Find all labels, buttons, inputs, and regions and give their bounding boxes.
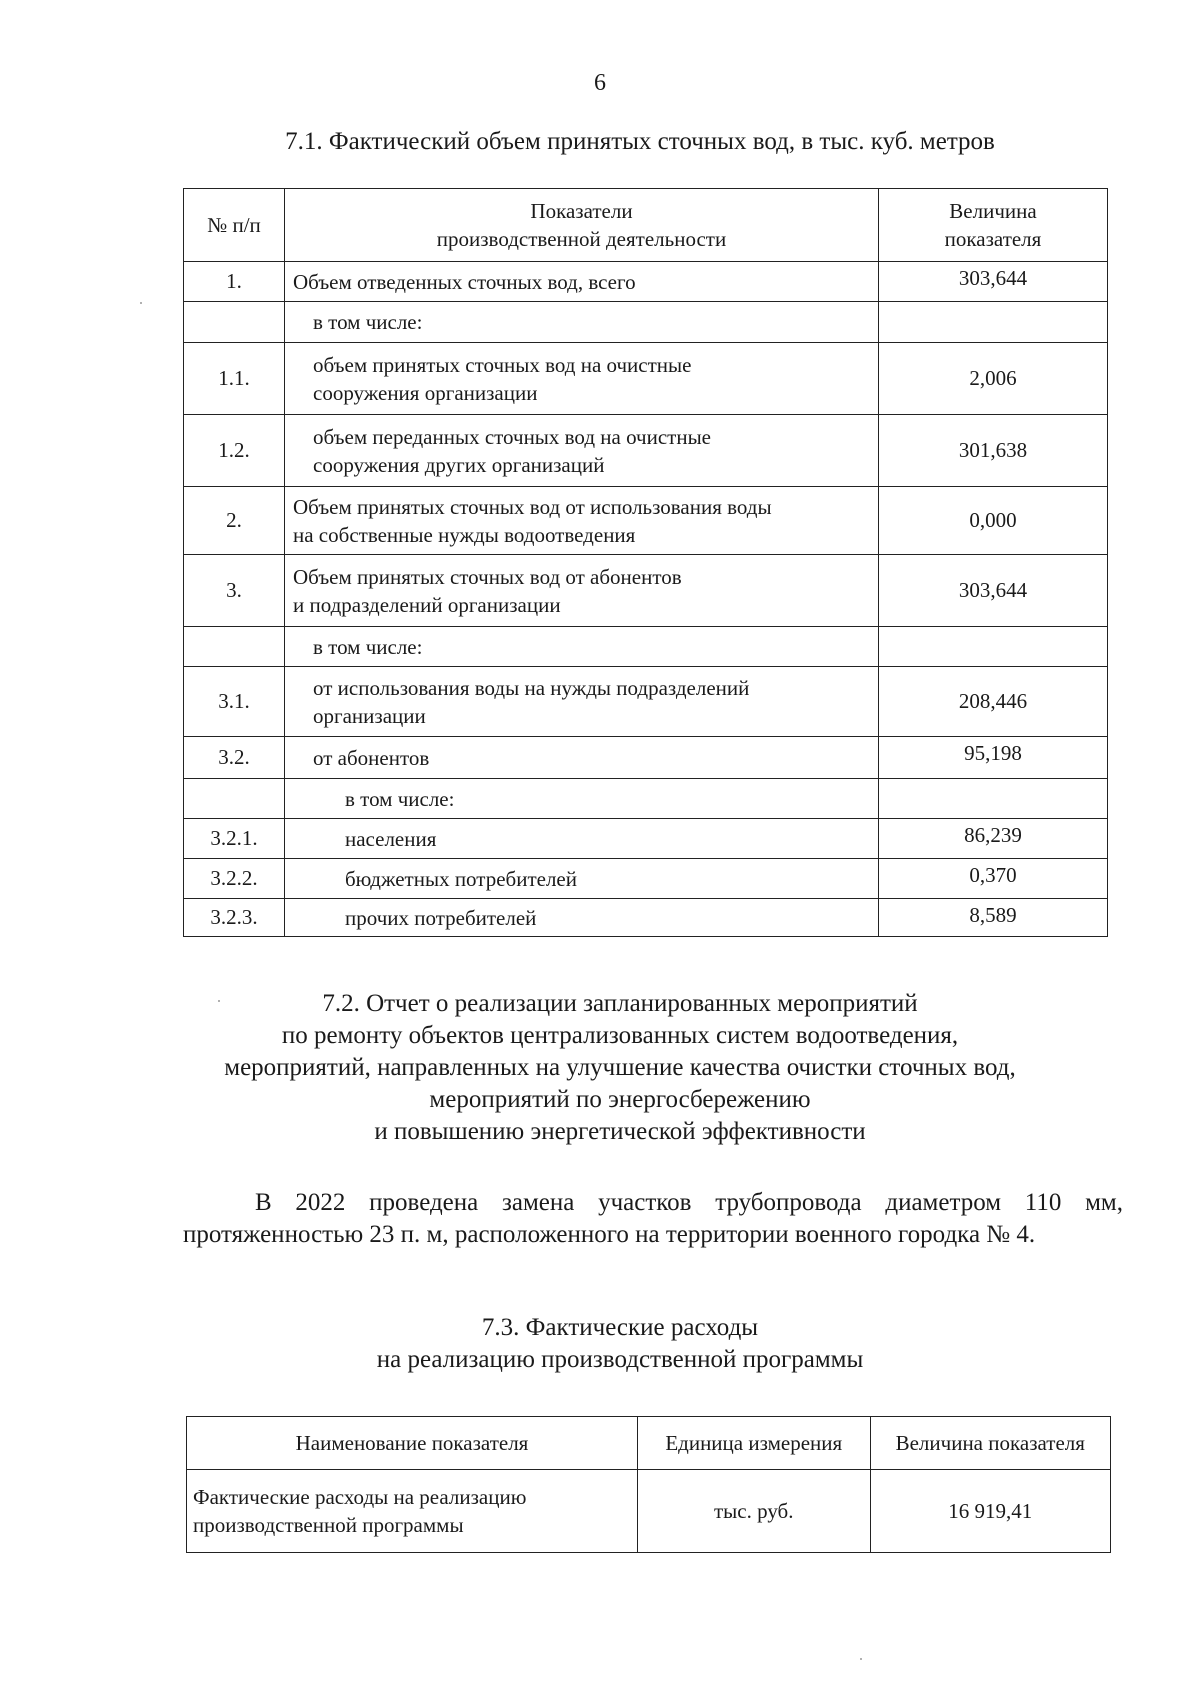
table-header-row — [187, 1417, 1111, 1470]
section-7-2-title-line: мероприятий по энергосбережению — [429, 1086, 811, 1113]
row-num: 3. — [184, 555, 285, 627]
row-name-line1: объем принятых сточных вод на очистные — [313, 352, 692, 377]
page-number: 6 — [594, 70, 606, 96]
row-value: 0,000 — [879, 487, 1108, 555]
row-name: бюджетных потребителей — [285, 859, 879, 899]
row-name — [285, 343, 879, 415]
table-row — [184, 415, 1108, 487]
table-row — [184, 487, 1108, 555]
row-value: 301,638 — [879, 415, 1108, 487]
row-num: 3.1. — [184, 667, 285, 737]
table-row — [184, 779, 1108, 819]
row-name-line2: производственной программы — [193, 1513, 464, 1537]
row-name-line1: Объем принятых сточных вод от использования воды — [293, 494, 772, 519]
scan-artifact — [218, 1000, 220, 1002]
section-7-2-title-line: по ремонту объектов централизованных систем водоотведения, — [281, 1022, 959, 1049]
table-row — [184, 302, 1108, 343]
expenses-table — [186, 1416, 1111, 1553]
header-indicator-name: Наименование показателя — [187, 1417, 638, 1470]
scan-artifact — [860, 1658, 862, 1660]
row-name-line2: организации — [313, 703, 426, 728]
header-value: Величина показателя — [870, 1417, 1110, 1470]
row-name: населения — [285, 819, 879, 859]
row-value: 86,239 — [879, 819, 1108, 859]
header-value — [879, 189, 1108, 262]
row-num: 3.2.3. — [184, 899, 285, 937]
section-7-2-paragraph: В 2022 проведена замена участков трубопровода диаметром 110 мм, протяженностью 23 п. м, расположенного на территории военного городка № 4. — [183, 1189, 1123, 1248]
row-name: в том числе: — [285, 627, 879, 667]
row-num: 2. — [184, 487, 285, 555]
section-7-3-title — [150, 1312, 1090, 1376]
row-value — [879, 302, 1108, 343]
section-7-3-title-line: 7.3. Фактические расходы — [481, 1314, 759, 1341]
row-num: 1. — [184, 262, 285, 302]
header-indicator — [285, 189, 879, 262]
row-value: 2,006 — [879, 343, 1108, 415]
header-value-line1: Величина — [949, 199, 1037, 223]
row-value: 95,198 — [879, 737, 1108, 779]
table-row — [184, 737, 1108, 779]
wastewater-volume-table — [183, 188, 1108, 937]
row-name: в том числе: — [285, 779, 879, 819]
row-name — [285, 487, 879, 555]
row-name: в том числе: — [285, 302, 879, 343]
row-name — [285, 667, 879, 737]
table-row — [187, 1470, 1111, 1553]
row-value: 16 919,41 — [870, 1470, 1110, 1553]
row-name-line1: Фактические расходы на реализацию — [193, 1485, 527, 1509]
row-name — [285, 415, 879, 487]
row-value: 208,446 — [879, 667, 1108, 737]
section-7-3-title-line: на реализацию производственной программы — [376, 1346, 864, 1373]
row-num: 1.1. — [184, 343, 285, 415]
section-7-2-title — [150, 988, 1090, 1148]
header-unit: Единица измерения — [637, 1417, 870, 1470]
row-name-line2: сооружения организации — [313, 380, 538, 405]
row-value — [879, 627, 1108, 667]
table-row — [184, 555, 1108, 627]
table-row — [184, 667, 1108, 737]
row-name-line1: Объем принятых сточных вод от абонентов — [293, 564, 682, 589]
row-name: от абонентов — [285, 737, 879, 779]
header-indicator-line2: производственной деятельности — [436, 227, 727, 251]
row-num: 3.2.2. — [184, 859, 285, 899]
scan-artifact — [140, 302, 142, 304]
row-value — [879, 779, 1108, 819]
header-num: № п/п — [184, 189, 285, 262]
row-unit: тыс. руб. — [637, 1470, 870, 1553]
row-num: 3.2. — [184, 737, 285, 779]
header-value-line2: показателя — [944, 227, 1042, 251]
row-name-line1: объем переданных сточных вод на очистные — [313, 424, 711, 449]
table-row — [184, 627, 1108, 667]
row-name: прочих потребителей — [285, 899, 879, 937]
table-row — [184, 899, 1108, 937]
table-row — [184, 343, 1108, 415]
row-num — [184, 779, 285, 819]
row-value: 303,644 — [879, 262, 1108, 302]
table-row — [184, 262, 1108, 302]
row-name — [285, 555, 879, 627]
header-indicator-line1: Показатели — [530, 199, 633, 223]
table-header-row — [184, 189, 1108, 262]
section-7-2-title-line: мероприятий, направленных на улучшение качества очистки сточных вод, — [224, 1054, 1016, 1081]
section-7-2-title-line: и повышению энергетической эффективности — [374, 1118, 866, 1145]
section-7-2-title-line: 7.2. Отчет о реализации запланированных мероприятий — [322, 990, 918, 1017]
row-value: 8,589 — [879, 899, 1108, 937]
row-name: Объем отведенных сточных вод, всего — [285, 262, 879, 302]
row-num: 1.2. — [184, 415, 285, 487]
row-name-line1: от использования воды на нужды подразделений — [313, 675, 750, 700]
row-value: 303,644 — [879, 555, 1108, 627]
row-name-line2: и подразделений организации — [293, 592, 561, 617]
row-num: 3.2.1. — [184, 819, 285, 859]
table-row — [184, 859, 1108, 899]
row-num — [184, 302, 285, 343]
section-7-1-title: 7.1. Фактический объем принятых сточных вод, в тыс. куб. метров — [285, 128, 995, 155]
row-name — [187, 1470, 638, 1553]
row-name-line2: на собственные нужды водоотведения — [293, 522, 636, 547]
row-value: 0,370 — [879, 859, 1108, 899]
table-row — [184, 819, 1108, 859]
row-num — [184, 627, 285, 667]
row-name-line2: сооружения других организаций — [313, 452, 605, 477]
